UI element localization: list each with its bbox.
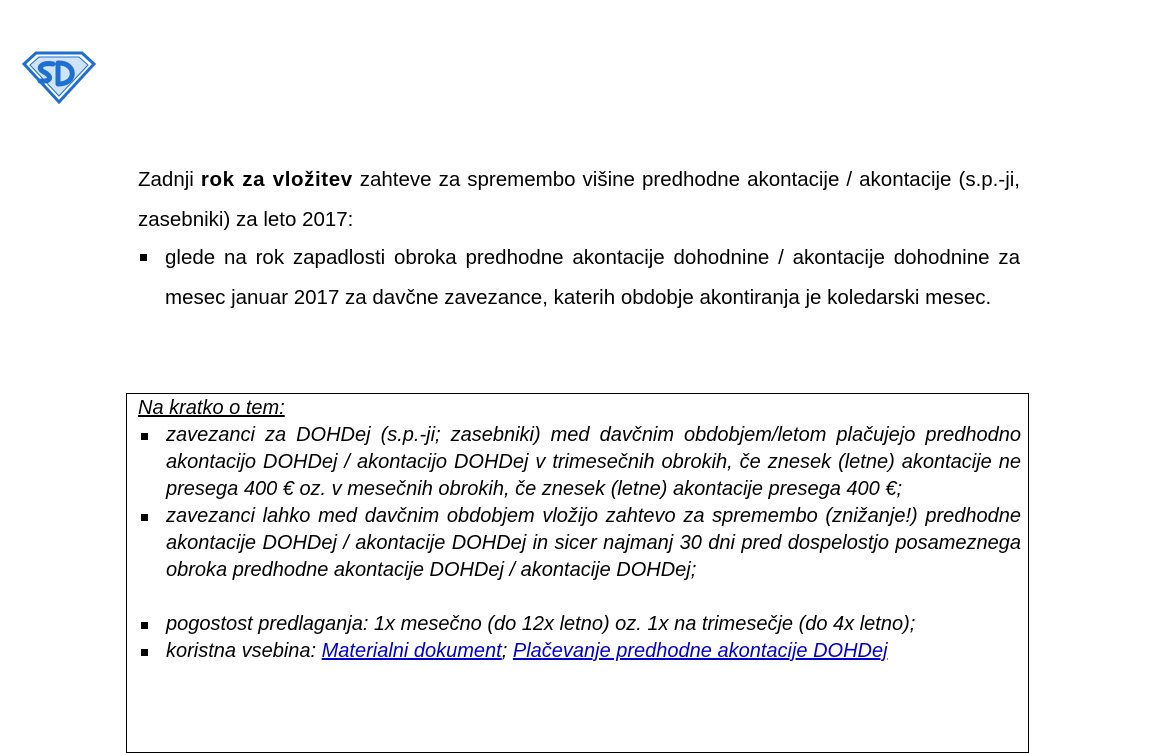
summary-box-title: Na kratko o tem: — [138, 397, 285, 419]
useful-content-label: koristna vsebina: — [166, 640, 322, 662]
summary-box-list — [139, 422, 1021, 665]
main-bullet-item: glede na rok zapadlosti obroka predhodne akontacije dohodnine / akontacije dohodnine za mesec januar 2017 za davčne zavezance, katerih obdobje akontiranja je koledarski mesec. — [138, 238, 1020, 318]
materialni-dokument-link[interactable]: Materialni dokument — [321, 640, 502, 662]
intro-bold-deadline: rok za vložitev — [200, 168, 353, 191]
summary-item-useful-content — [139, 638, 1021, 665]
sd-logo-icon — [22, 50, 96, 104]
summary-item: zavezanci za DOHDej (s.p.-ji; zasebniki) med davčnim obdobjem/letom plačujejo predhodno akontacijo DOHDej / akontacijo DOHDej v trimesečnih obrokih, če znesek (letne) akontacije ne presega 400 € oz. v mesečnih obrokih, če znesek (letne) akontacije presega 400 €; — [139, 422, 1021, 503]
main-bullet-list — [138, 238, 1020, 318]
placevanje-akontacije-link[interactable]: Plačevanje predhodne akontacije DOHDej — [512, 640, 888, 662]
summary-item: zavezanci lahko med davčnim obdobjem vložijo zahtevo za spremembo (znižanje!) predhodne akontacije DOHDej / akontacije DOHDej in sicer najmanj 30 dni pred dospelostjo posameznega obroka predhodne akontacije DOHDej / akontacije DOHDej; — [139, 503, 1021, 584]
link-separator: ; — [501, 640, 513, 662]
intro-text-end: zahteve za spremembo višine predhodne akontacije / akontacije (s.p.-ji, zasebniki) za leto 2017: — [138, 168, 1020, 231]
summary-item: pogostost predlaganja: 1x mesečno (do 12x letno) oz. 1x na trimesečje (do 4x letno); — [139, 611, 1021, 638]
intro-text-start: Zadnji — [138, 168, 201, 191]
summary-box — [126, 393, 1029, 753]
intro-paragraph — [138, 160, 1020, 240]
